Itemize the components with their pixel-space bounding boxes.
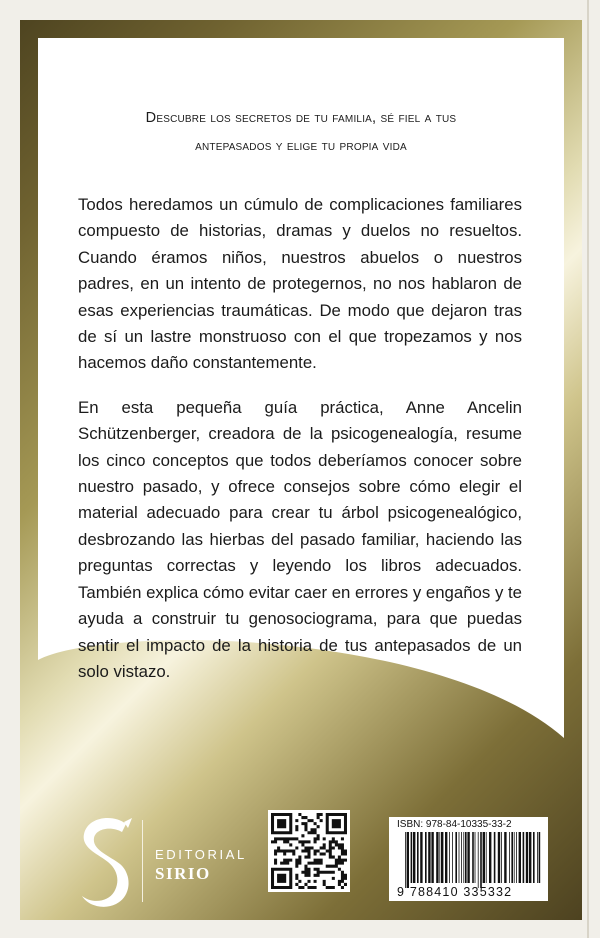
tagline-line-2: antepasados y elige tu propia vida <box>195 138 407 154</box>
qr-code-icon <box>268 810 350 892</box>
back-cover <box>20 20 582 920</box>
publisher-line-2: SIRIO <box>155 864 211 883</box>
publisher-name <box>155 846 247 885</box>
synopsis <box>78 192 522 703</box>
tagline <box>60 104 542 160</box>
tagline-line-1: Descubre los secretos de tu familia, sé fiel a tus <box>145 110 457 126</box>
barcode-digits: 9 788410 335332 <box>397 885 513 899</box>
swan-s-logo-icon <box>74 816 134 910</box>
barcode <box>389 817 548 901</box>
brand-separator <box>142 820 143 902</box>
isbn-label: ISBN: 978-84-10335-33-2 <box>397 819 512 830</box>
synopsis-paragraph-1: Todos heredamos un cúmulo de complicaciones familiares compuesto de historias, dramas y duelos no resueltos. Cuando éramos niños, nuestros abuelos o nuestros padres, en un intento de protegernos, no nos hablaron de esas experiencias traumáticas. De modo que dejaron tras de sí un lastre monstruoso con el que tropezamos y nos hacemos daño constantemente. <box>78 195 522 373</box>
publisher-line-1: EDITORIAL <box>155 847 247 862</box>
spine-edge <box>587 0 589 938</box>
synopsis-paragraph-2: En esta pequeña guía práctica, Anne Ancelin Schützenberger, creadora de la psicogenealogía, resume los cinco conceptos que todos deberíamos conocer sobre nuestro pasado, y ofrece consejos sobre cómo elegir el material adecuado para crear tu árbol psicogenealógico, desbrozando las hierbas del pasado familiar, haciendo las preguntas correctas y leyendo los libros adecuados. También explica cómo evitar caer en errores y engaños y te ayuda a construir tu genosociograma, para que puedas sentir el impacto de la historia de tus antepasados de un solo vistazo. <box>78 397 522 681</box>
